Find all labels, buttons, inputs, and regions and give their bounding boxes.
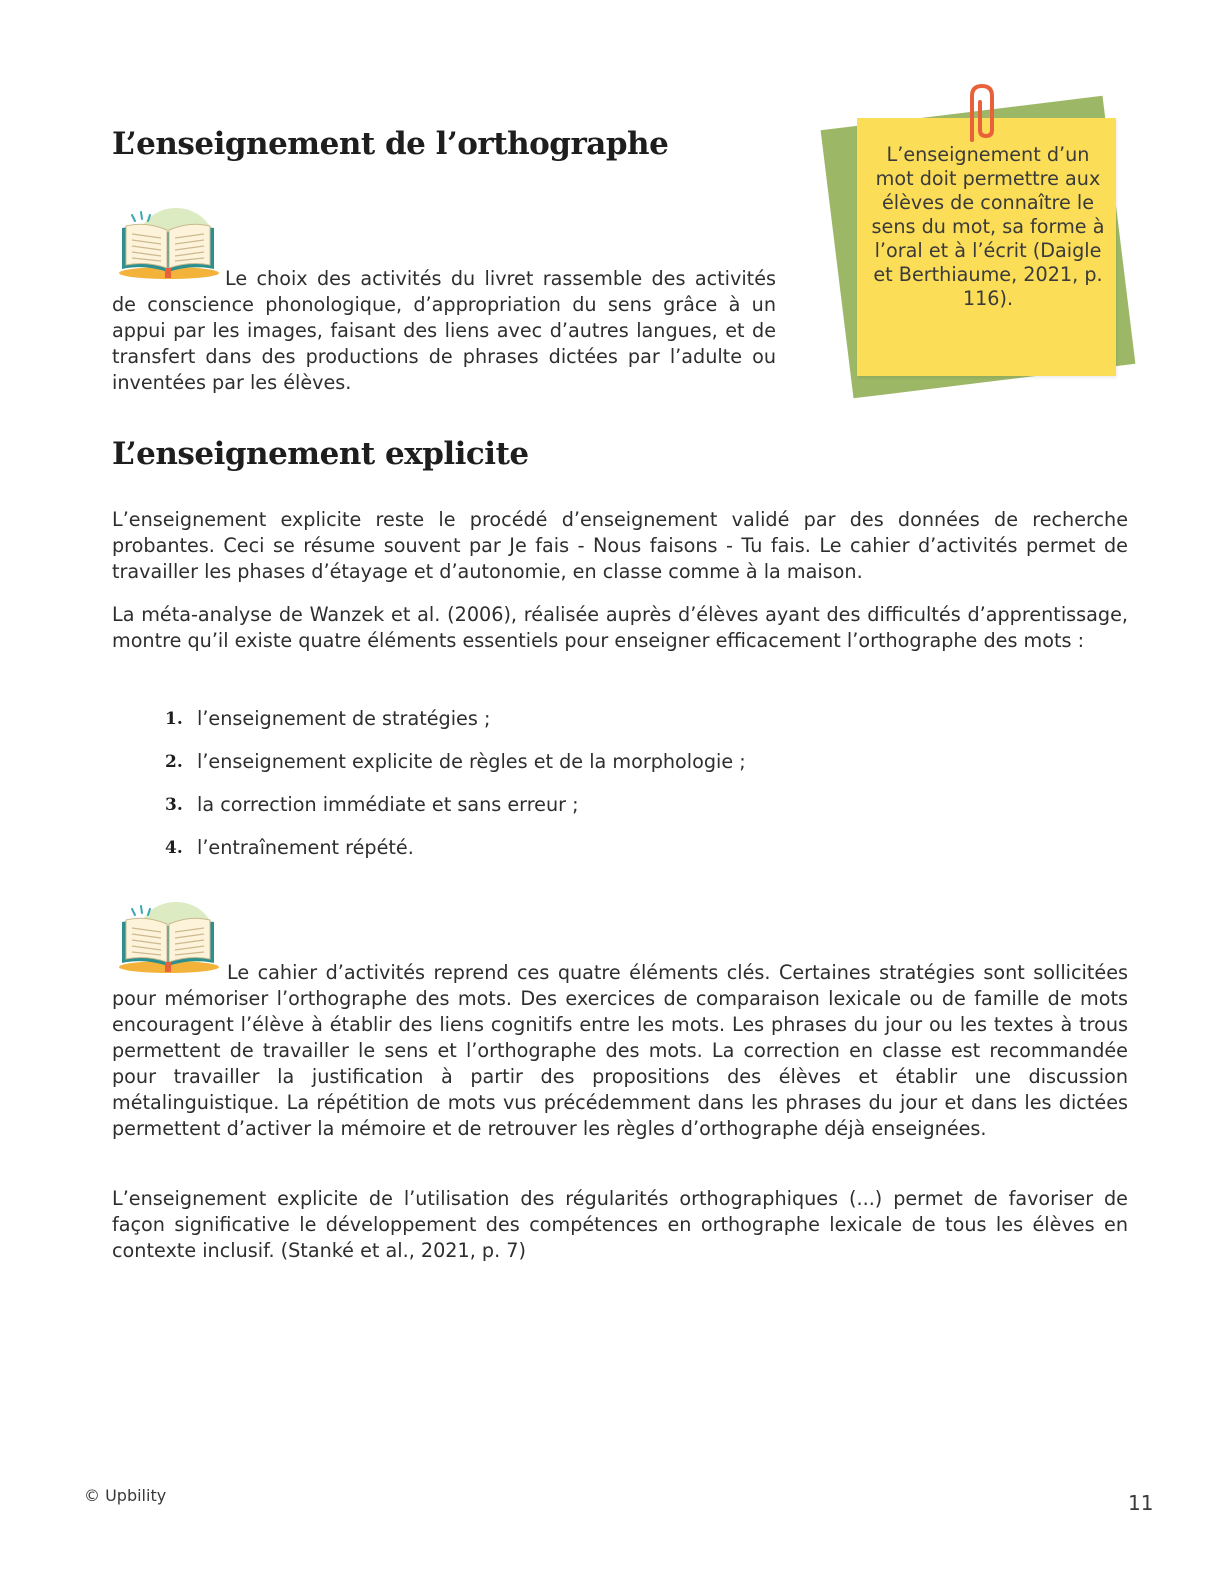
list-text: l’enseignement de stratégies ; bbox=[197, 707, 491, 730]
list-number: 1. bbox=[165, 709, 183, 729]
section-title-explicite: L’enseignement explicite bbox=[112, 436, 529, 472]
explicit-paragraph-1: L’enseignement explicite reste le procédé d’enseignement validé par des données de recherche probantes. Ceci se résume souvent par Je fais - Nous faisons - Tu fais. Le cahier d’activités permet de travailler les phases d’étayage et d’autonomie, en classe comme à la maison. bbox=[112, 508, 1128, 583]
list-number: 4. bbox=[165, 838, 183, 858]
list-number: 3. bbox=[165, 795, 183, 815]
list-text: la correction immédiate et sans erreur ; bbox=[197, 793, 579, 816]
section-title-orthographe: L’enseignement de l’orthographe bbox=[112, 126, 669, 162]
list-number: 2. bbox=[165, 752, 183, 772]
list-text: l’entraînement répété. bbox=[197, 836, 414, 859]
paperclip-icon bbox=[960, 82, 1004, 146]
sticky-note-text: L’enseignement d’un mot doit permettre aux élèves de connaître le sens du mot, sa forme à l’oral et à l’écrit (Daigle et Berthiaume, 2021, p. 116). bbox=[871, 143, 1105, 310]
page-number: 11 bbox=[1128, 1491, 1154, 1515]
intro-paragraph: Le choix des activités du livret rassemble des activités de conscience phonologique, d’appropriation du sens grâce à un appui par les images, faisant des liens avec d’autres langues, et de transfert dans des productions de phrases dictées par l’adulte ou inventées par les élèves. bbox=[112, 267, 776, 394]
explicit-paragraph-2: La méta-analyse de Wanzek et al. (2006), réalisée auprès d’élèves ayant des difficultés d’apprentissage, montre qu’il existe quatre éléments essentiels pour enseigner efficacement l’orthographe des mots : bbox=[112, 603, 1128, 652]
quote-paragraph: L’enseignement explicite de l’utilisation des régularités orthographiques (...) permet de favoriser de façon significative le développement des compétences en orthographe lexicale de tous les élèves en contexte inclusif. (Stanké et al., 2021, p. 7) bbox=[112, 1187, 1128, 1262]
copyright: © Upbility bbox=[84, 1486, 167, 1505]
cahier-paragraph: Le cahier d’activités reprend ces quatre éléments clés. Certaines stratégies sont sollicitées pour mémoriser l’orthographe des mots. Des exercices de comparaison lexicale ou de famille de mots encouragent l’élève à établir des liens cognitifs entre les mots. Les phrases du jour ou les textes à trous permettent de travailler le sens et l’orthographe des mots. La correction en classe est recommandée pour travailler la justification à partir des propositions des élèves et établir une discussion métalinguistique. La répétition de mots vus précédemment dans les phrases du jour et dans les dictées permettent d’activer la mémoire et de retrouver les règles d’orthographe déjà enseignées. bbox=[112, 961, 1128, 1140]
list-text: l’enseignement explicite de règles et de la morphologie ; bbox=[197, 750, 746, 773]
